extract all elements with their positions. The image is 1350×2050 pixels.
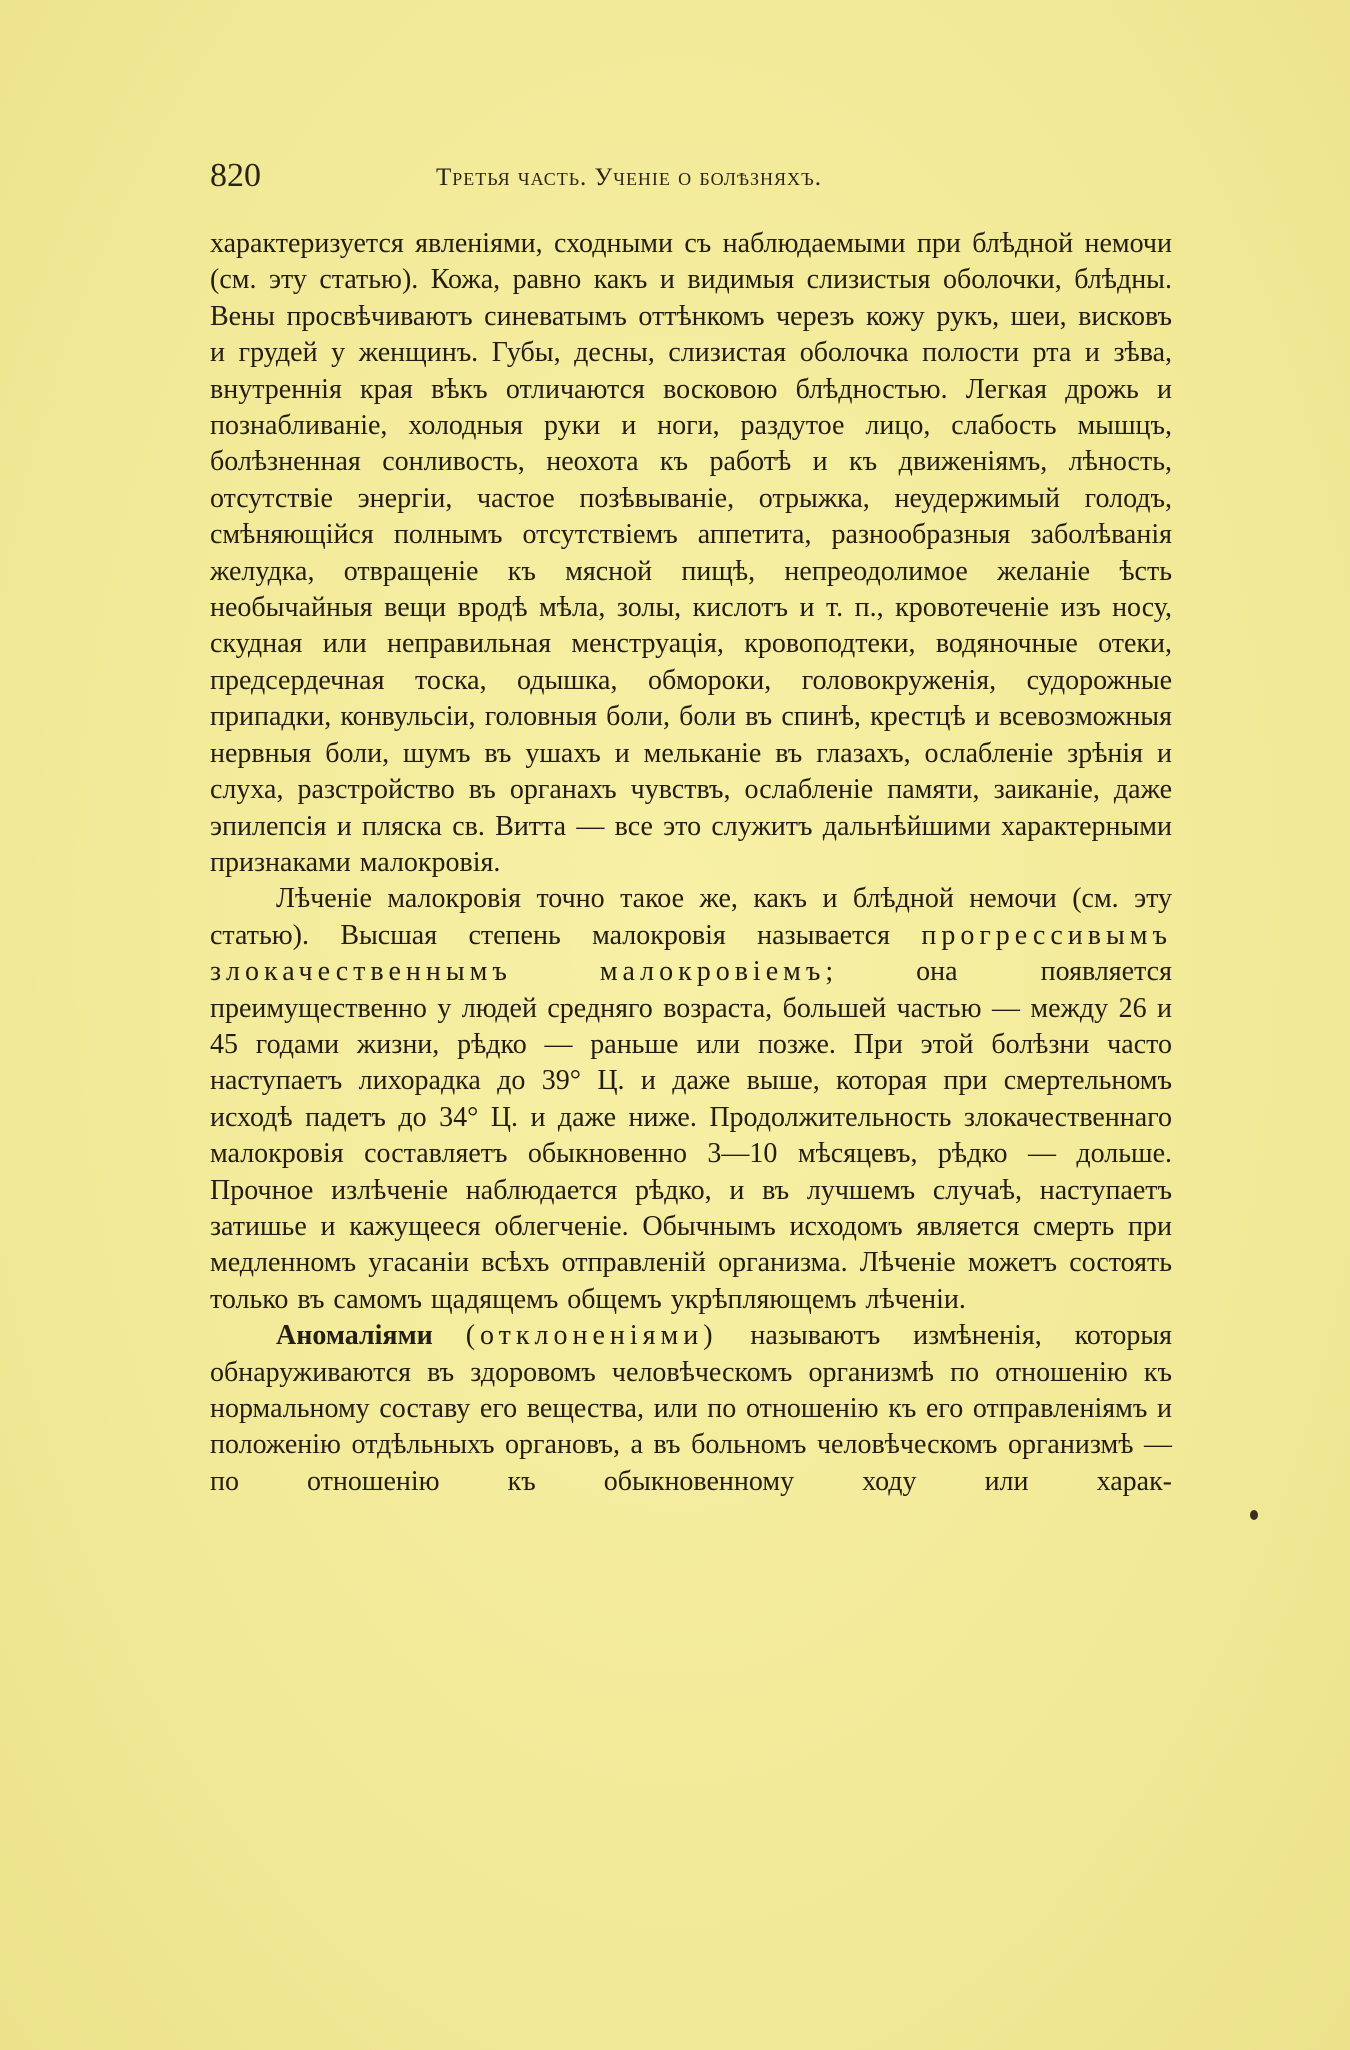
running-title: Третья часть. Ученіе о болѣзняхъ.: [436, 164, 823, 191]
paragraph-symptoms-text: характеризуется явленіями, сходными съ наблюдаемыми при блѣдной немочи (см. эту статью). Кожа, равно какъ и видимыя слизистыя оболочки, блѣдны. Вены просвѣчиваютъ синеватымъ оттѣнкомъ черезъ кожу рукъ, шеи, висковъ и грудей у женщинъ. Губы, десны, слизистая оболочка полости рта и зѣва, внутреннія края вѣкъ отличаются восковою блѣдностью. Легкая дрожь и познабливаніе, холодныя руки и ноги, раздутое лицо, слабость мышцъ, болѣзненная сонливость, неохота къ работѣ и къ движеніямъ, лѣность, отсутствіе энергіи, частое позѣвываніе, отрыжка, неудержимый голодъ, смѣняющійся полнымъ отсутствіемъ аппетита, разнообразныя заболѣванія желудка, отвращеніе къ мясной пищѣ, непреодолимое желаніе ѣсть необычайныя вещи вродѣ мѣла, золы, кислотъ и т. п., кровотеченіе изъ носу, скудная или неправильная менструація, кровоподтеки, водяночные отеки, предсердечная тоска, одышка, обмороки, головокруженія, судорожные припадки, конвульсіи, головныя боли, боли въ спинѣ, крестцѣ и всевозможныя нервныя боли, шумъ въ ушахъ и мельканіе въ глазахъ, ослабленіе зрѣнія и слуха, разстройство въ органахъ чувствъ, ослабленіе памяти, заиканіе, даже эпилепсія и пляска св. Витта — все это служитъ дальнѣйшими характерными признаками малокровія.: [210, 228, 1172, 878]
paragraph-treatment: [210, 881, 1172, 1318]
paragraph-anomalies: [210, 1318, 1172, 1500]
term-deviations: (отклоненіями): [465, 1320, 718, 1352]
term-anomalies: Аномаліями: [276, 1320, 433, 1352]
page-number: 820: [210, 157, 261, 194]
term-progressive-anemia: прогрессивымъ злокачественнымъ малокровіемъ: [210, 919, 1172, 988]
page-header: [210, 152, 1170, 200]
paragraph-treatment-part1: Лѣченіе малокровія точно такое же, какъ и блѣдной немочи (см. эту статью). Высшая степень малокровія называется: [210, 883, 1172, 951]
body-text: [210, 226, 1172, 1500]
paragraph-anomalies-text: называютъ измѣненія, которыя обнаруживаются въ здоровомъ человѣческомъ организмѣ по отношенію къ нормальному составу его вещества, или по отношенію къ его отправленіямъ и положенію отдѣльныхъ органовъ, а въ больномъ человѣческомъ организмѣ — по отношенію къ обыкновенному ходу или харак-: [210, 1320, 1173, 1497]
paragraph-symptoms: [210, 226, 1172, 881]
paragraph-treatment-part2: ; она появляется преимущественно у людей средняго возраста, большей частью — между 26 и 45 годами жизни, рѣдко — раньше или позже. При этой болѣзни часто наступаетъ лихорадка до 39° Ц. и даже выше, которая при смертельномъ исходѣ падетъ до 34° Ц. и даже ниже. Продолжительность злокачественнаго малокровія составляетъ обыкновенно 3—10 мѣсяцевъ, рѣдко — дольше. Прочное излѣченіе наблюдается рѣдко, и въ лучшемъ случаѣ, наступаетъ затишье и кажущееся облегченіе. Обычнымъ исходомъ является смерть при медленномъ угасаніи всѣхъ отправленій организма. Лѣченіе можетъ состоять только въ самомъ щадящемъ общемъ укрѣпляющемъ лѣченіи.: [210, 956, 1172, 1315]
ink-spot-mark: [1250, 1510, 1258, 1520]
